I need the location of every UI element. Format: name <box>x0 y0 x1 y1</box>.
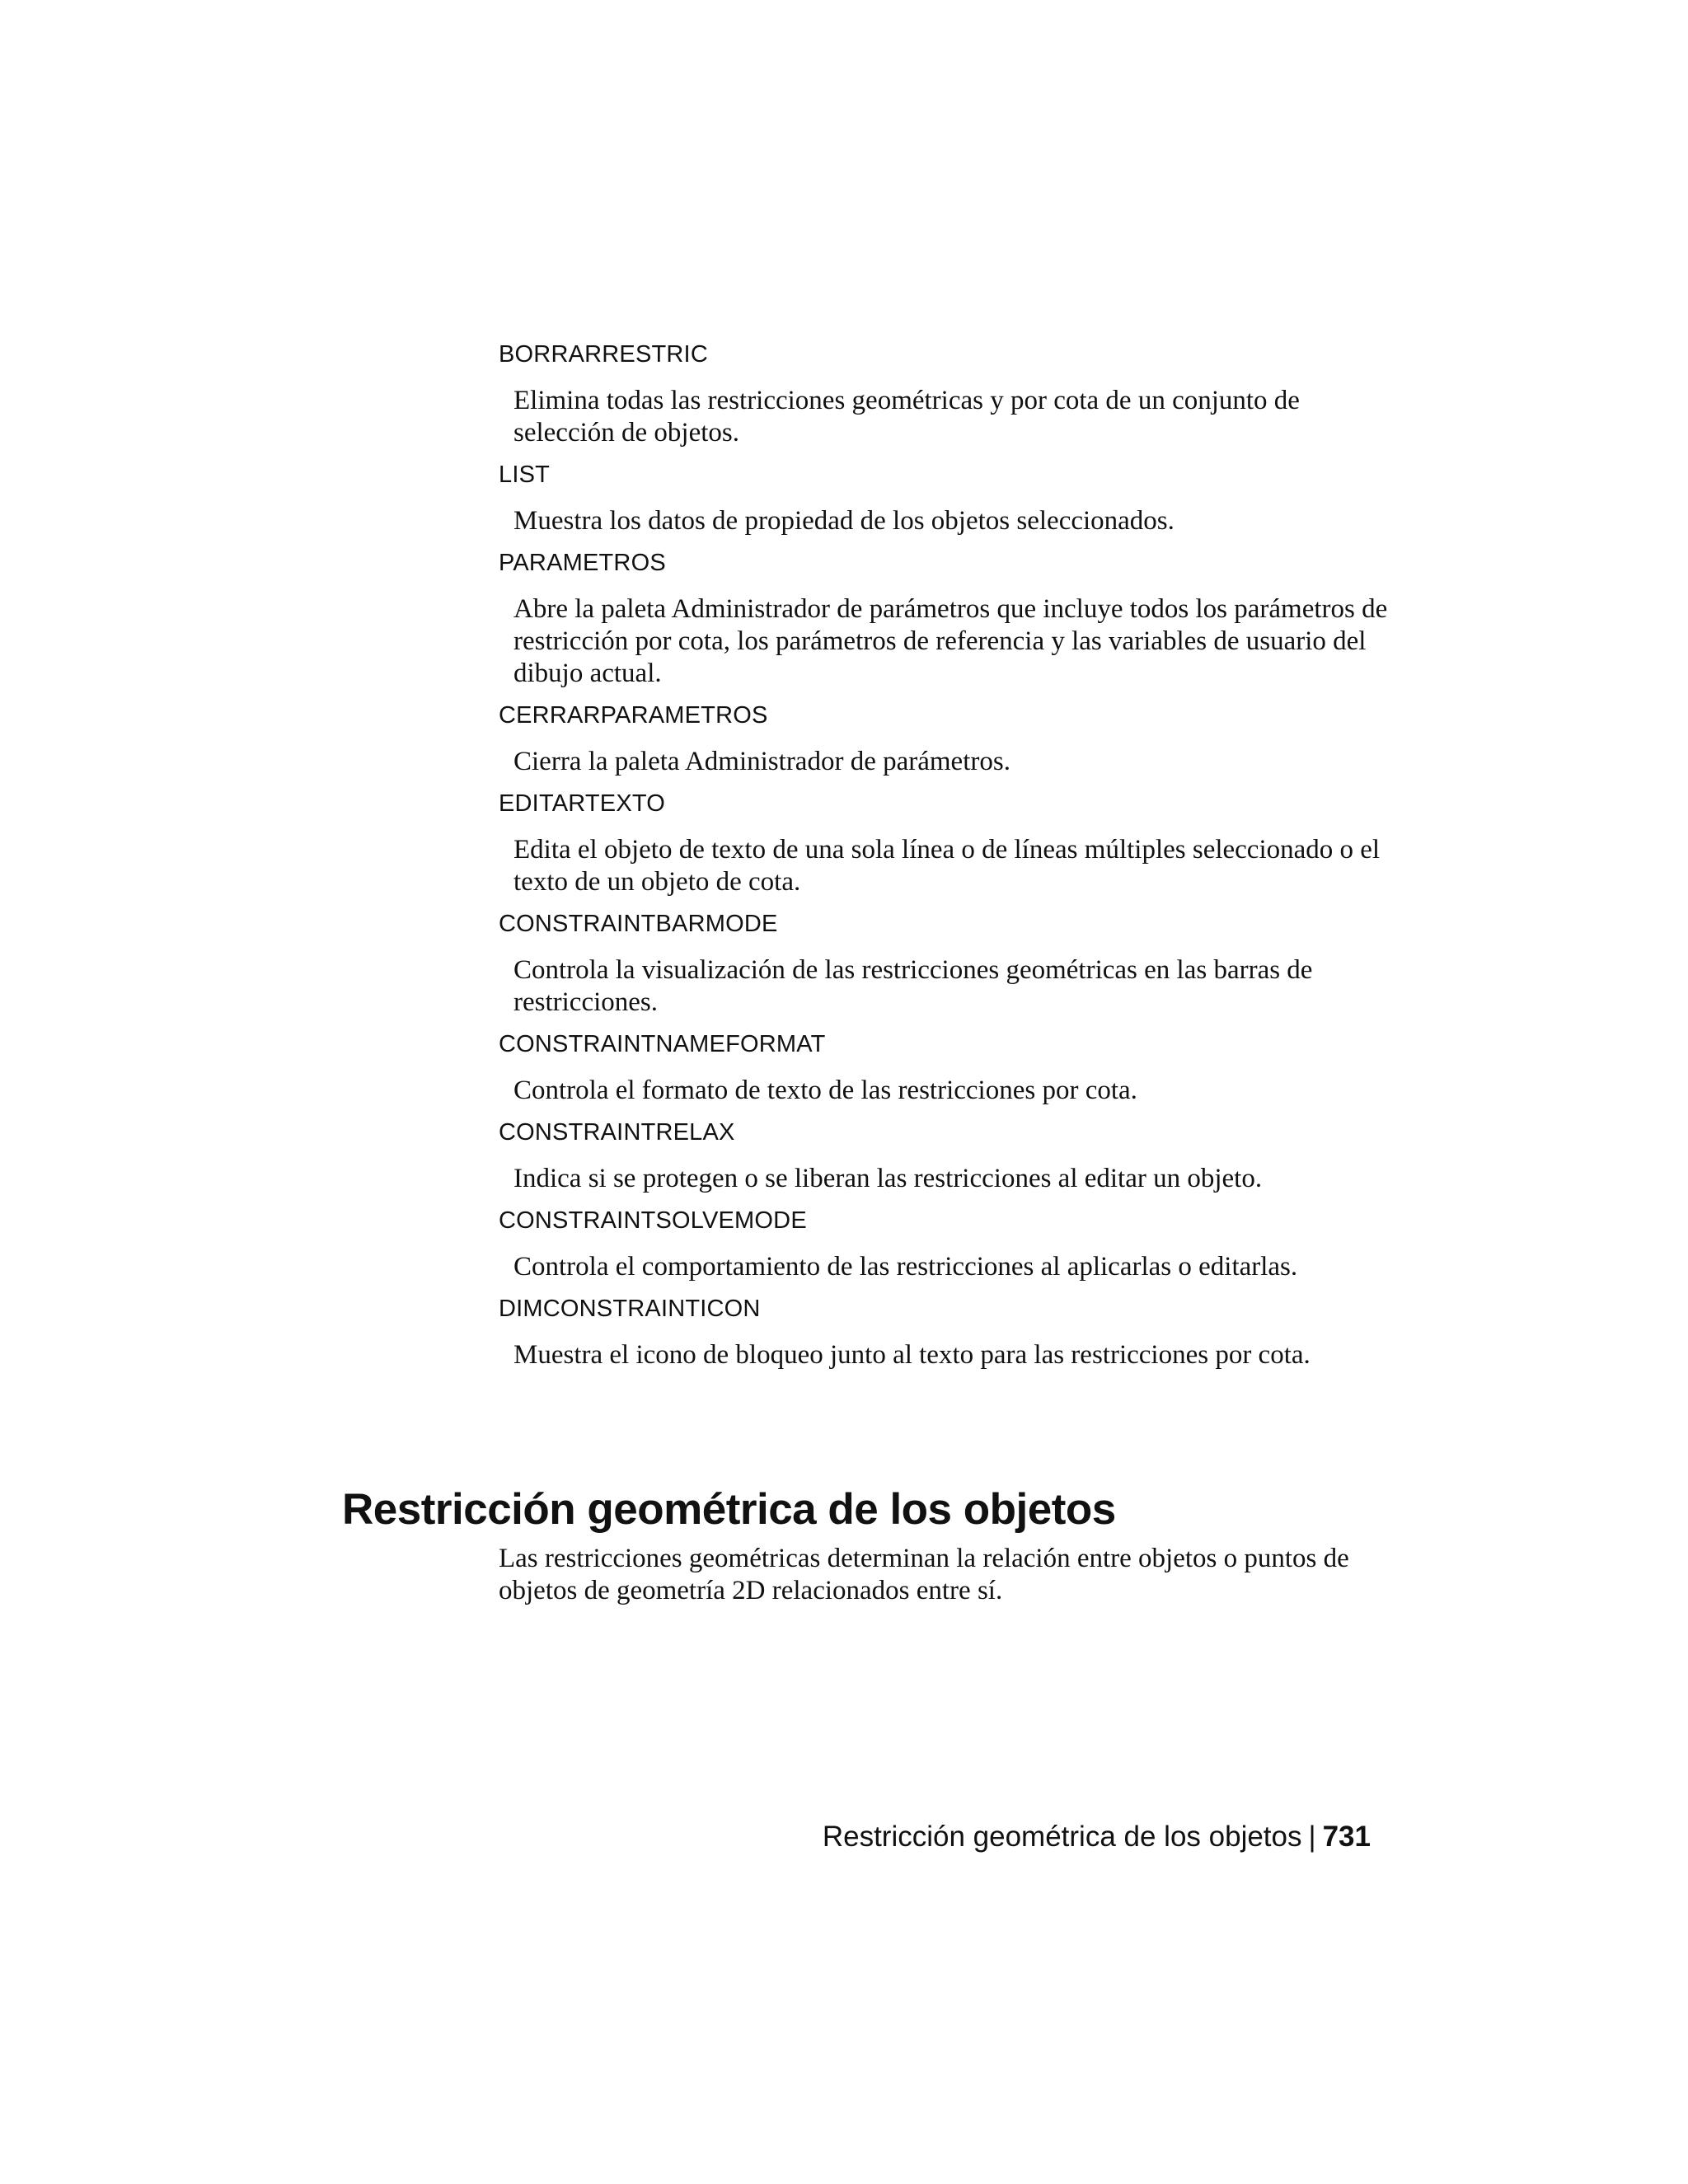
command-name: CERRARPARAMETROS <box>499 702 768 729</box>
section-paragraph: Las restricciones geométricas determinan la relación entre objetos o puntos de objetos de geometría 2D relacionados entre sí. <box>499 1544 1349 1605</box>
footer-separator: | <box>1308 1821 1316 1853</box>
command-name: BORRARRESTRIC <box>499 341 708 368</box>
command-entry <box>499 1206 1405 1283</box>
command-description: Controla la visualización de las restricciones geométricas en las barras de restricciones. <box>513 955 1313 1017</box>
command-name: CONSTRAINTNAMEFORMAT <box>499 1031 826 1057</box>
command-description: Elimina todas las restricciones geométricas y por cota de un conjunto de selección de objetos. <box>513 386 1300 448</box>
command-entry <box>499 1029 1405 1107</box>
command-entry <box>499 909 1405 1019</box>
command-name: CONSTRAINTBARMODE <box>499 911 778 937</box>
section-heading: Restricción geométrica de los objetos <box>342 1485 1116 1534</box>
command-description: Muestra los datos de propiedad de los objetos seleccionados. <box>513 506 1175 536</box>
page-number: 731 <box>1322 1821 1371 1853</box>
command-entry <box>499 340 1405 449</box>
command-list <box>499 340 1405 1382</box>
command-description: Abre la paleta Administrador de parámetros que incluye todos los parámetros de restricción por cota, los parámetros de referencia y las variables de usuario del dibujo actual. <box>513 594 1388 688</box>
command-name: PARAMETROS <box>499 550 666 576</box>
page-footer <box>823 1819 1371 1855</box>
command-name: LIST <box>499 462 551 488</box>
command-name: EDITARTEXTO <box>499 790 666 817</box>
command-entry <box>499 701 1405 778</box>
command-description: Cierra la paleta Administrador de parámetros. <box>513 747 1010 776</box>
command-entry <box>499 789 1405 898</box>
command-entry <box>499 460 1405 537</box>
command-description: Controla el comportamiento de las restricciones al aplicarlas o editarlas. <box>513 1252 1298 1282</box>
command-description: Indica si se protegen o se liberan las restricciones al editar un objeto. <box>513 1164 1263 1193</box>
command-description: Muestra el icono de bloqueo junto al texto para las restricciones por cota. <box>513 1340 1311 1370</box>
command-entry <box>499 1118 1405 1195</box>
footer-title: Restricción geométrica de los objetos <box>822 1821 1302 1853</box>
command-entry <box>499 548 1405 690</box>
command-name: DIMCONSTRAINTICON <box>499 1296 761 1322</box>
command-name: CONSTRAINTSOLVEMODE <box>499 1207 807 1234</box>
command-description: Edita el objeto de texto de una sola línea o de líneas múltiples seleccionado o el texto de un objeto de cota. <box>513 835 1381 897</box>
command-description: Controla el formato de texto de las restricciones por cota. <box>513 1076 1137 1105</box>
command-entry <box>499 1294 1405 1371</box>
command-name: CONSTRAINTRELAX <box>499 1119 735 1146</box>
